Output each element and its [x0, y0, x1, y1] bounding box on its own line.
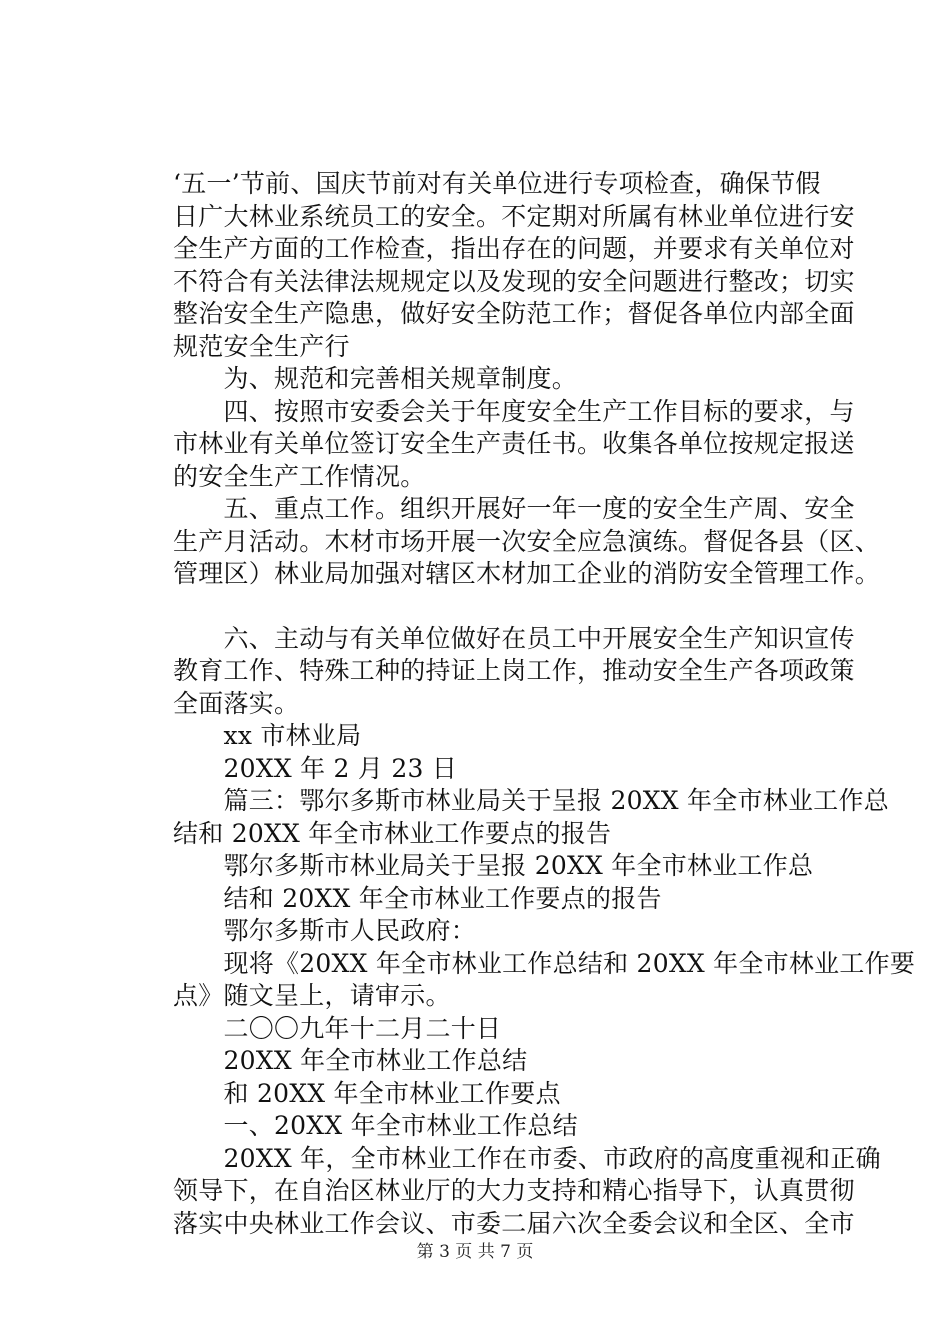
text-line: 为、规范和完善相关规章制度。 — [173, 364, 578, 393]
text-line: 教育工作、特殊工种的持证上岗工作，推动安全生产各项政策 — [173, 656, 855, 685]
text-line: 四、按照市安委会关于年度安全生产工作目标的要求，与 — [173, 396, 855, 426]
text-line: 落实中央林业工作会议、市委二届六次全委会议和全区、全市 — [173, 1208, 855, 1238]
text-line: 篇三：鄂尔多斯市林业局关于呈报 20XX 年全市林业工作总 — [173, 786, 890, 815]
text-line: 生产月活动。木材市场开展一次安全应急演练。督促各县（区、 — [173, 526, 881, 556]
text-line: 鄂尔多斯市林业局关于呈报 20XX 年全市林业工作总 — [173, 851, 814, 880]
text-line: 现将《20XX 年全市林业工作总结和 20XX 年全市林业工作要 — [173, 948, 916, 978]
text-line: 管理区）林业局加强对辖区木材加工企业的消防安全管理工作。 — [173, 559, 881, 588]
text-line: 一、20XX 年全市林业工作总结 — [173, 1111, 578, 1140]
text-line: 结和 20XX 年全市林业工作要点的报告 — [173, 818, 612, 848]
text-line: 20XX 年，全市林业工作在市委、市政府的高度重视和正确 — [173, 1143, 881, 1173]
text-line: 20XX 年全市林业工作总结 — [173, 1046, 528, 1075]
page-number-label: 第 3 页 共 7 页 — [416, 1242, 534, 1262]
text-line: 的安全生产工作情况。 — [173, 461, 426, 491]
text-line: 六、主动与有关单位做好在员工中开展安全生产知识宣传 — [173, 623, 855, 653]
text-line: xx 市林业局 — [173, 721, 362, 750]
text-line: 市林业有关单位签订安全生产责任书。收集各单位按规定报送 — [173, 429, 855, 458]
text-line: 日广大林业系统员工的安全。不定期对所属有林业单位进行安 — [173, 201, 855, 231]
text-line: 结和 20XX 年全市林业工作要点的报告 — [173, 883, 662, 913]
text-line: 二〇〇九年十二月二十日 — [173, 1013, 502, 1043]
document-body — [173, 168, 916, 1240]
text-line: 规范安全生产行 — [173, 331, 350, 361]
text-line: 领导下，在自治区林业厅的大力支持和精心指导下，认真贯彻 — [173, 1176, 855, 1205]
text-line: 不符合有关法律法规规定以及发现的安全问题进行整改；切实 — [173, 266, 855, 296]
text-line: 全生产方面的工作检查，指出存在的问题，并要求有关单位对 — [173, 234, 855, 263]
text-line: 全面落实。 — [173, 688, 300, 718]
text-line: 整治安全生产隐患，做好安全防范工作；督促各单位内部全面 — [173, 299, 855, 328]
text-line: 点》随文呈上，请审示。 — [173, 981, 451, 1010]
page-footer — [0, 1237, 950, 1262]
paragraph-gap — [173, 591, 843, 623]
text-line: 和 20XX 年全市林业工作要点 — [173, 1078, 561, 1108]
text-line: 鄂尔多斯市人民政府： — [173, 916, 477, 945]
text-line: ‘五一’节前、国庆节前对有关单位进行专项检查，确保节假 — [173, 169, 821, 198]
text-line: 五、重点工作。组织开展好一年一度的安全生产周、安全 — [173, 494, 855, 523]
text-line: 20XX 年 2 月 23 日 — [173, 753, 458, 783]
